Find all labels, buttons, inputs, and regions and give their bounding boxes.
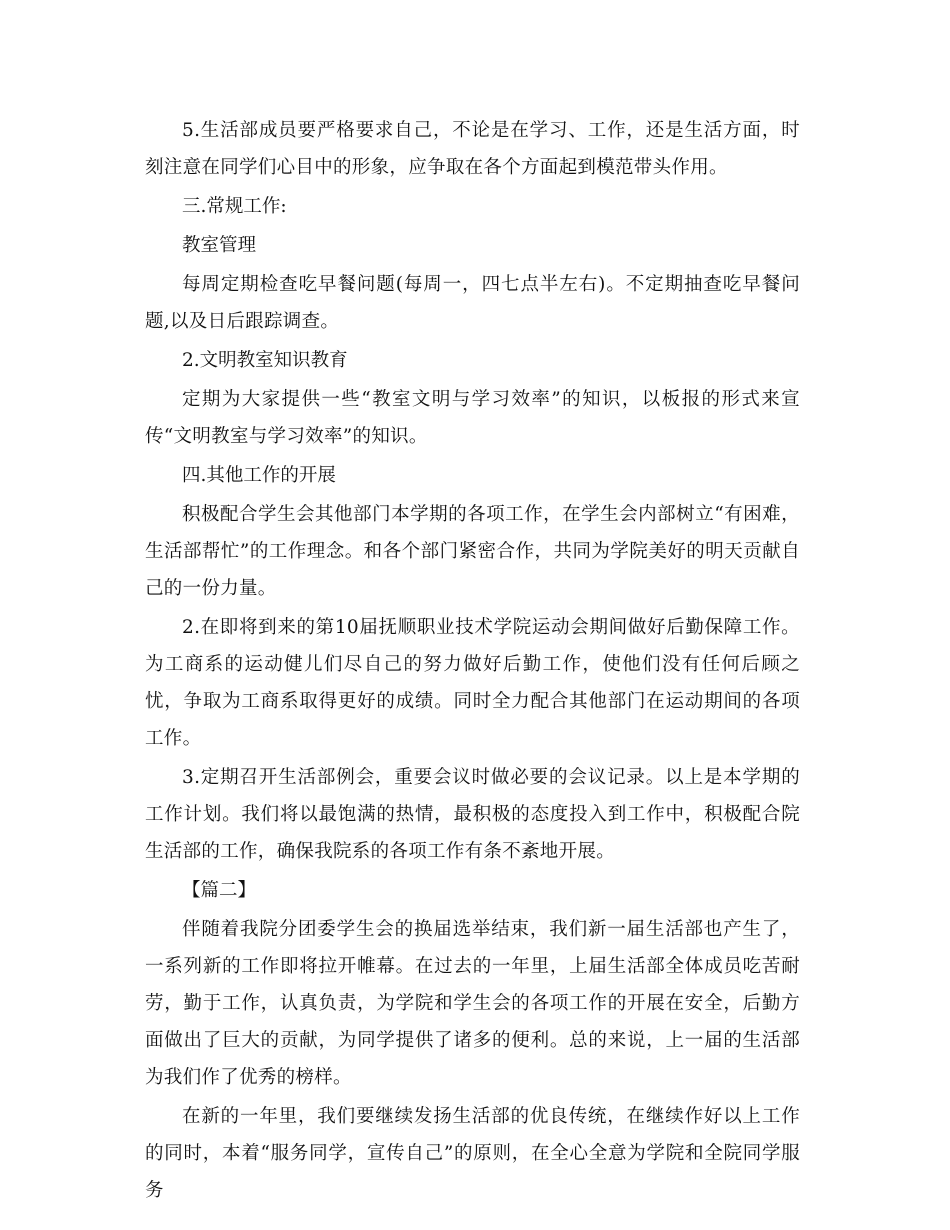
paragraph-breakfast-check: 每周定期检查吃早餐问题(每周一，四七点半左右)。不定期抽查吃早餐问题,以及日后跟踪调查。: [145, 274, 800, 332]
paragraph-blackboard-promotion: 定期为大家提供一些“教室文明与学习效率”的知识，以板报的形式来宣传“文明教室与学习效率”的知识。: [145, 389, 800, 447]
paragraph-new-term-intro: 伴随着我院分团委学生会的换届选举结束，我们新一届生活部也产生了，一系列新的工作即将拉开帷幕。在过去的一年里，上届生活部全体成员吃苦耐劳，勤于工作，认真负责，为学院和学生会的各项工作的开展在安全，后勤方面做出了巨大的贡献，为同学提供了诸多的便利。总的来说，上一届的生活部为我们作了优秀的榜样。: [145, 919, 800, 1088]
paragraph-sports-meet: 2.在即将到来的第10届抚顺职业技术学院运动会期间做好后勤保障工作。为工商系的运动健儿们尽自己的努力做好后勤工作，使他们没有任何后顾之忧，争取为工商系取得更好的成绩。同时全力配合其他部门在运动期间的各项工作。: [145, 617, 800, 749]
section-heading-routine-work: 三.常规工作:: [182, 196, 287, 217]
paragraph-member-requirements: 5.生活部成员要严格要求自己，不论是在学习、工作，还是生活方面，时刻注意在同学们心目中的形象，应争取在各个方面起到模范带头作用。: [145, 120, 800, 178]
paragraph-new-year-plan: 在新的一年里，我们要继续发扬生活部的优良传统，在继续作好以上工作的同时，本着“服务同学，宣传自己”的原则，在全心全意为学院和全院同学服务: [145, 1106, 800, 1201]
section-heading-part-two: 【篇二】: [182, 880, 257, 901]
paragraph-regular-meetings: 3.定期召开生活部例会，重要会议时做必要的会议记录。以上是本学期的工作计划。我们将以最饱满的热情，最积极的态度投入到工作中，积极配合院生活部的工作，确保我院系的各项工作有条不紊地开展。: [145, 767, 800, 862]
paragraph-cooperation: 积极配合学生会其他部门本学期的各项工作，在学生会内部树立“有困难，生活部帮忙”的工作理念。和各个部门紧密合作，共同为学院美好的明天贡献自己的一份力量。: [145, 504, 800, 599]
section-heading-other-work: 四.其他工作的开展: [182, 465, 336, 486]
subheading-civilized-classroom: 2.文明教室知识教育: [182, 350, 348, 371]
subheading-classroom-management: 教室管理: [182, 235, 257, 256]
